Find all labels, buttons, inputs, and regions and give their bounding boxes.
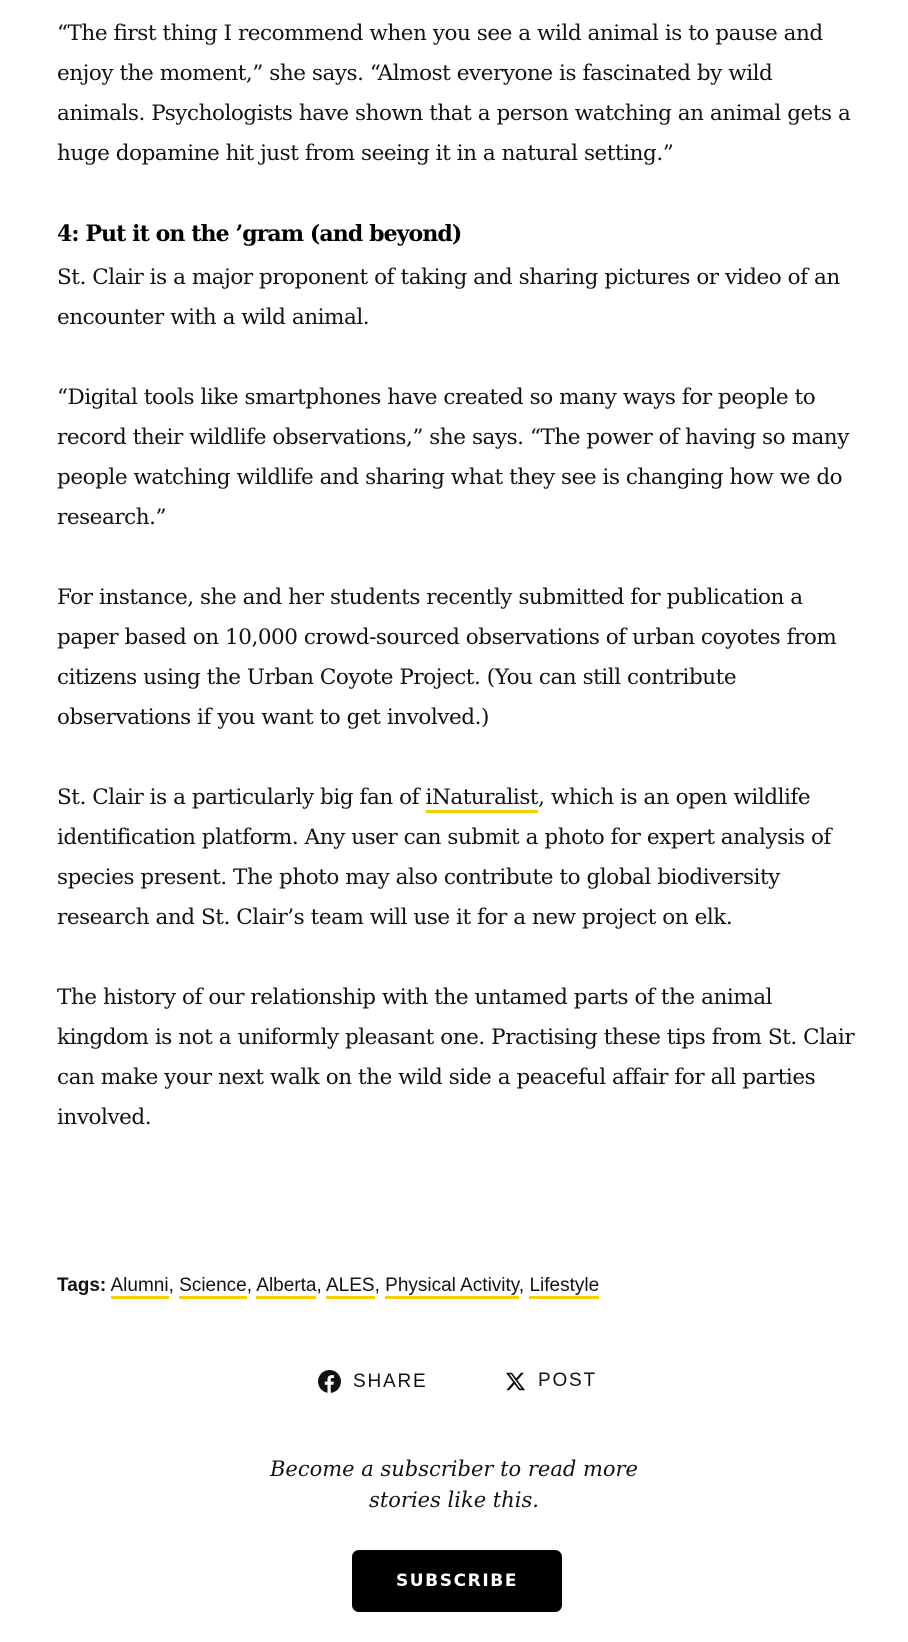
tag-alumni[interactable]: Alumni: [111, 1275, 169, 1299]
paragraph-proponent: St. Clair is a major proponent of taking and sharing pictures or video of an encounter with a wild animal.: [57, 265, 840, 330]
inaturalist-lead-text: St. Clair is a particularly big fan of: [57, 785, 426, 810]
paragraph-closing: The history of our relationship with the untamed parts of the animal kingdom is not a uniformly pleasant one. Practising these tips from St. Clair can make your next walk on the wild side a peaceful affair for all parties involved.: [57, 985, 855, 1130]
x-icon: [505, 1371, 526, 1392]
tag-physical-activity[interactable]: Physical Activity: [385, 1275, 519, 1299]
paragraph-inaturalist: [57, 778, 857, 938]
tags-row: [57, 1275, 599, 1297]
tag-separator: ,: [168, 1275, 174, 1296]
facebook-share-button[interactable]: [318, 1370, 427, 1393]
tag-science[interactable]: Science: [179, 1275, 247, 1299]
inaturalist-rest-text: , which is an open wildlife identification platform. Any user can submit a photo for expert analysis of species present. The photo may also contribute to global biodiversity research and St. Clair’s team will use it for a new project on elk.: [57, 785, 832, 930]
section-heading-gram: 4: Put it on the ’gram (and beyond): [57, 221, 462, 247]
subscribe-prompt: [0, 1454, 908, 1516]
tags-label: Tags:: [57, 1275, 107, 1296]
tag-separator: ,: [246, 1275, 253, 1296]
paragraph-urban-coyote: For instance, she and her students recently submitted for publication a paper based on 10,000 crowd-sourced observations of urban coyotes from citizens using the Urban Coyote Project. (You can still contribute observations if you want to get involved.): [57, 585, 837, 730]
tag-lifestyle[interactable]: Lifestyle: [529, 1275, 599, 1299]
tag-separator: ,: [518, 1275, 525, 1296]
subscribe-button[interactable]: SUBSCRIBE: [352, 1550, 562, 1612]
x-post-label: POST: [538, 1370, 597, 1391]
facebook-icon: [318, 1370, 341, 1393]
tag-separator: ,: [316, 1275, 322, 1296]
facebook-share-label: SHARE: [353, 1370, 428, 1392]
inaturalist-link[interactable]: iNaturalist: [426, 785, 539, 813]
tag-alberta[interactable]: Alberta: [256, 1275, 316, 1299]
article-body: [57, 14, 857, 1178]
subscribe-prompt-line-2: stories like this.: [369, 1488, 539, 1512]
subscribe-prompt-line-1: Become a subscriber to read more: [270, 1457, 638, 1481]
share-row: [0, 1370, 908, 1410]
paragraph-digital-tools: “Digital tools like smartphones have created so many ways for people to record their wildlife observations,” she says. “The power of having so many people watching wildlife and sharing what they see is changing how we do research.”: [57, 385, 849, 530]
tag-ales[interactable]: ALES: [326, 1275, 375, 1299]
paragraph-pause-and-enjoy: “The first thing I recommend when you see a wild animal is to pause and enjoy the moment,” she says. “Almost everyone is fascinated by wild animals. Psychologists have shown that a person watching an animal gets a huge dopamine hit just from seeing it in a natural setting.”: [57, 21, 851, 166]
tag-separator: ,: [374, 1275, 380, 1296]
x-post-button[interactable]: [505, 1370, 597, 1392]
